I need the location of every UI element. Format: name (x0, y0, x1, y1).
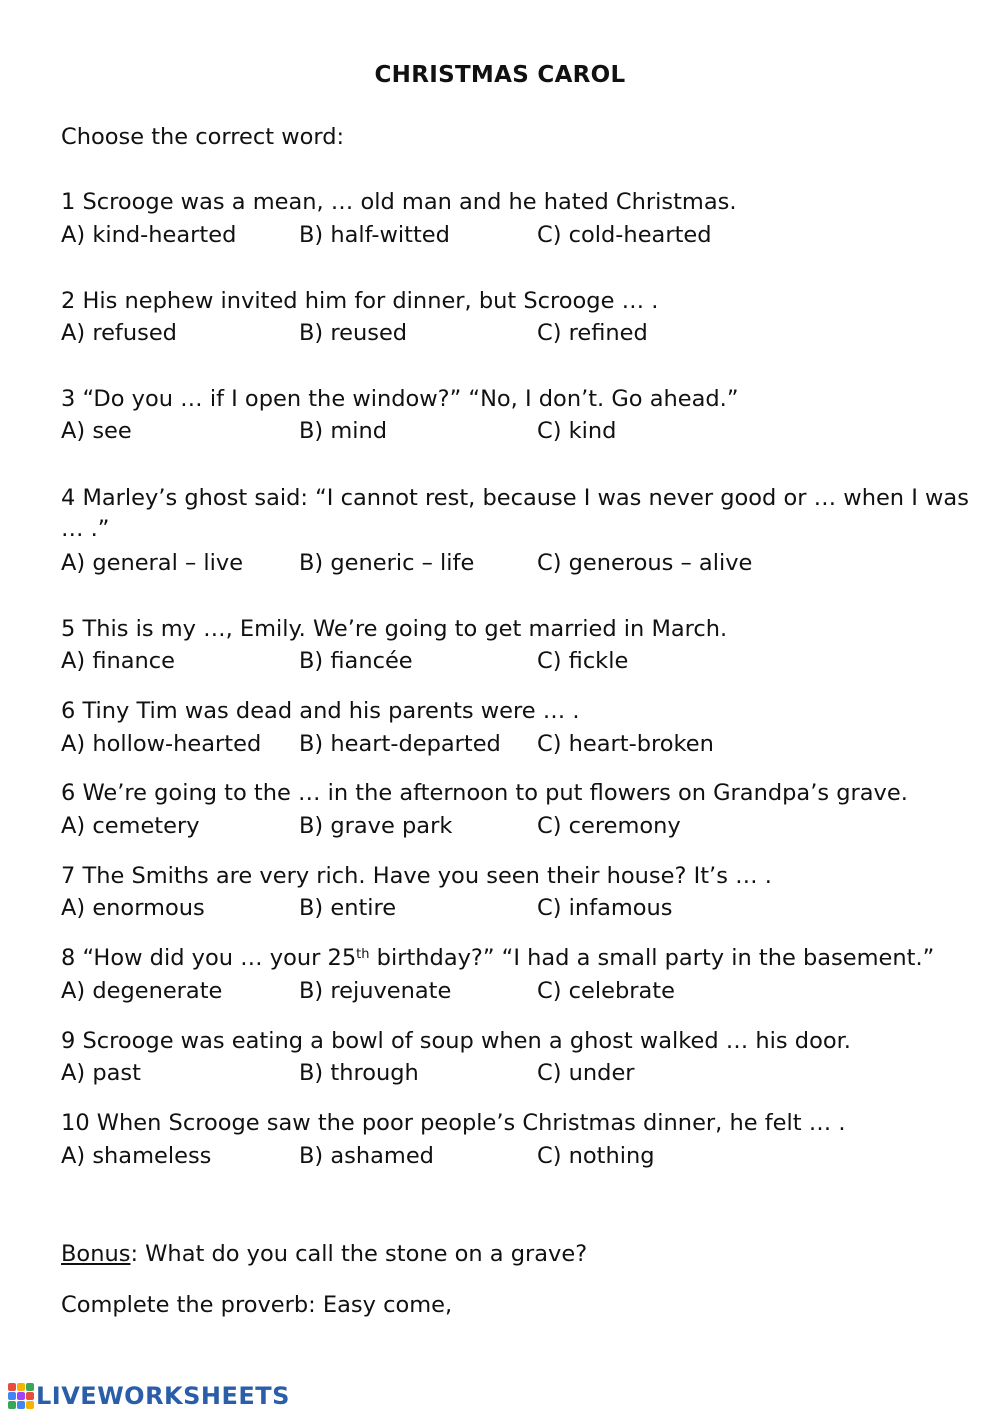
question-4-continued: … .” (61, 516, 110, 542)
option-b[interactable]: B) ashamed (299, 1143, 434, 1169)
bonus-label: Bonus (61, 1241, 131, 1267)
bonus-text: : What do you call the stone on a grave? (130, 1241, 588, 1267)
option-c[interactable]: C) fickle (537, 648, 629, 674)
option-b[interactable]: B) generic – life (299, 550, 475, 576)
question-7: 7 The Smiths are very rich. Have you seen their house? It’s … . (61, 863, 772, 889)
option-b[interactable]: B) rejuvenate (299, 978, 452, 1004)
option-c[interactable]: C) cold-hearted (537, 222, 712, 248)
option-a[interactable]: A) enormous (61, 895, 205, 921)
question-6: 6 Tiny Tim was dead and his parents were … . (61, 698, 580, 724)
option-a[interactable]: A) general – live (61, 550, 244, 576)
question-10: 10 When Scrooge saw the poor people’s Christmas dinner, he felt … . (61, 1110, 846, 1136)
question-9: 9 Scrooge was eating a bowl of soup when a ghost walked … his door. (61, 1028, 851, 1054)
option-c[interactable]: C) infamous (537, 895, 673, 921)
question-1: 1 Scrooge was a mean, … old man and he hated Christmas. (61, 189, 737, 215)
option-a[interactable]: A) degenerate (61, 978, 223, 1004)
option-b[interactable]: B) entire (299, 895, 397, 921)
option-a[interactable]: A) finance (61, 648, 176, 674)
worksheet-title: CHRISTMAS CAROL (374, 62, 626, 88)
option-c[interactable]: C) ceremony (537, 813, 681, 839)
question-5: 5 This is my …, Emily. We’re going to get married in March. (61, 616, 728, 642)
ordinal-suffix: th (356, 947, 370, 962)
option-a[interactable]: A) refused (61, 320, 177, 346)
question-4: 4 Marley’s ghost said: “I cannot rest, because I was never good or … when I was (61, 485, 969, 511)
question-2: 2 His nephew invited him for dinner, but Scrooge … . (61, 288, 659, 314)
option-b[interactable]: B) reused (299, 320, 408, 346)
option-c[interactable]: C) under (537, 1060, 635, 1086)
option-c[interactable]: C) celebrate (537, 978, 675, 1004)
bonus-question (61, 1239, 587, 1269)
option-a[interactable]: A) past (61, 1060, 141, 1086)
option-b[interactable]: B) fiancée (299, 648, 413, 674)
option-a[interactable]: A) hollow-hearted (61, 731, 262, 757)
question-8-end: birthday?” “I had a small party in the basement.” (369, 945, 935, 971)
option-a[interactable]: A) kind-hearted (61, 222, 237, 248)
option-c[interactable]: C) generous – alive (537, 550, 753, 576)
question-6b: 6 We’re going to the … in the afternoon to put flowers on Grandpa’s grave. (61, 780, 908, 806)
option-b[interactable]: B) mind (299, 418, 388, 444)
option-a[interactable]: A) see (61, 418, 132, 444)
option-b[interactable]: B) grave park (299, 813, 453, 839)
proverb-question: Complete the proverb: Easy come, (61, 1292, 453, 1318)
liveworksheets-icon (8, 1383, 34, 1409)
option-b[interactable]: B) half-witted (299, 222, 450, 248)
question-8 (61, 943, 934, 973)
question-3: 3 “Do you … if I open the window?” “No, I don’t. Go ahead.” (61, 386, 739, 412)
option-b[interactable]: B) heart-departed (299, 731, 501, 757)
option-c[interactable]: C) kind (537, 418, 617, 444)
brand-logo (8, 1381, 290, 1411)
question-8-start: 8 “How did you … your 25 (61, 945, 357, 971)
option-a[interactable]: A) shameless (61, 1143, 212, 1169)
option-a[interactable]: A) cemetery (61, 813, 200, 839)
brand-name: LIVEWORKSHEETS (36, 1382, 290, 1410)
option-b[interactable]: B) through (299, 1060, 419, 1086)
option-c[interactable]: C) heart-broken (537, 731, 714, 757)
instruction: Choose the correct word: (61, 124, 345, 150)
option-c[interactable]: C) refined (537, 320, 648, 346)
option-c[interactable]: C) nothing (537, 1143, 655, 1169)
